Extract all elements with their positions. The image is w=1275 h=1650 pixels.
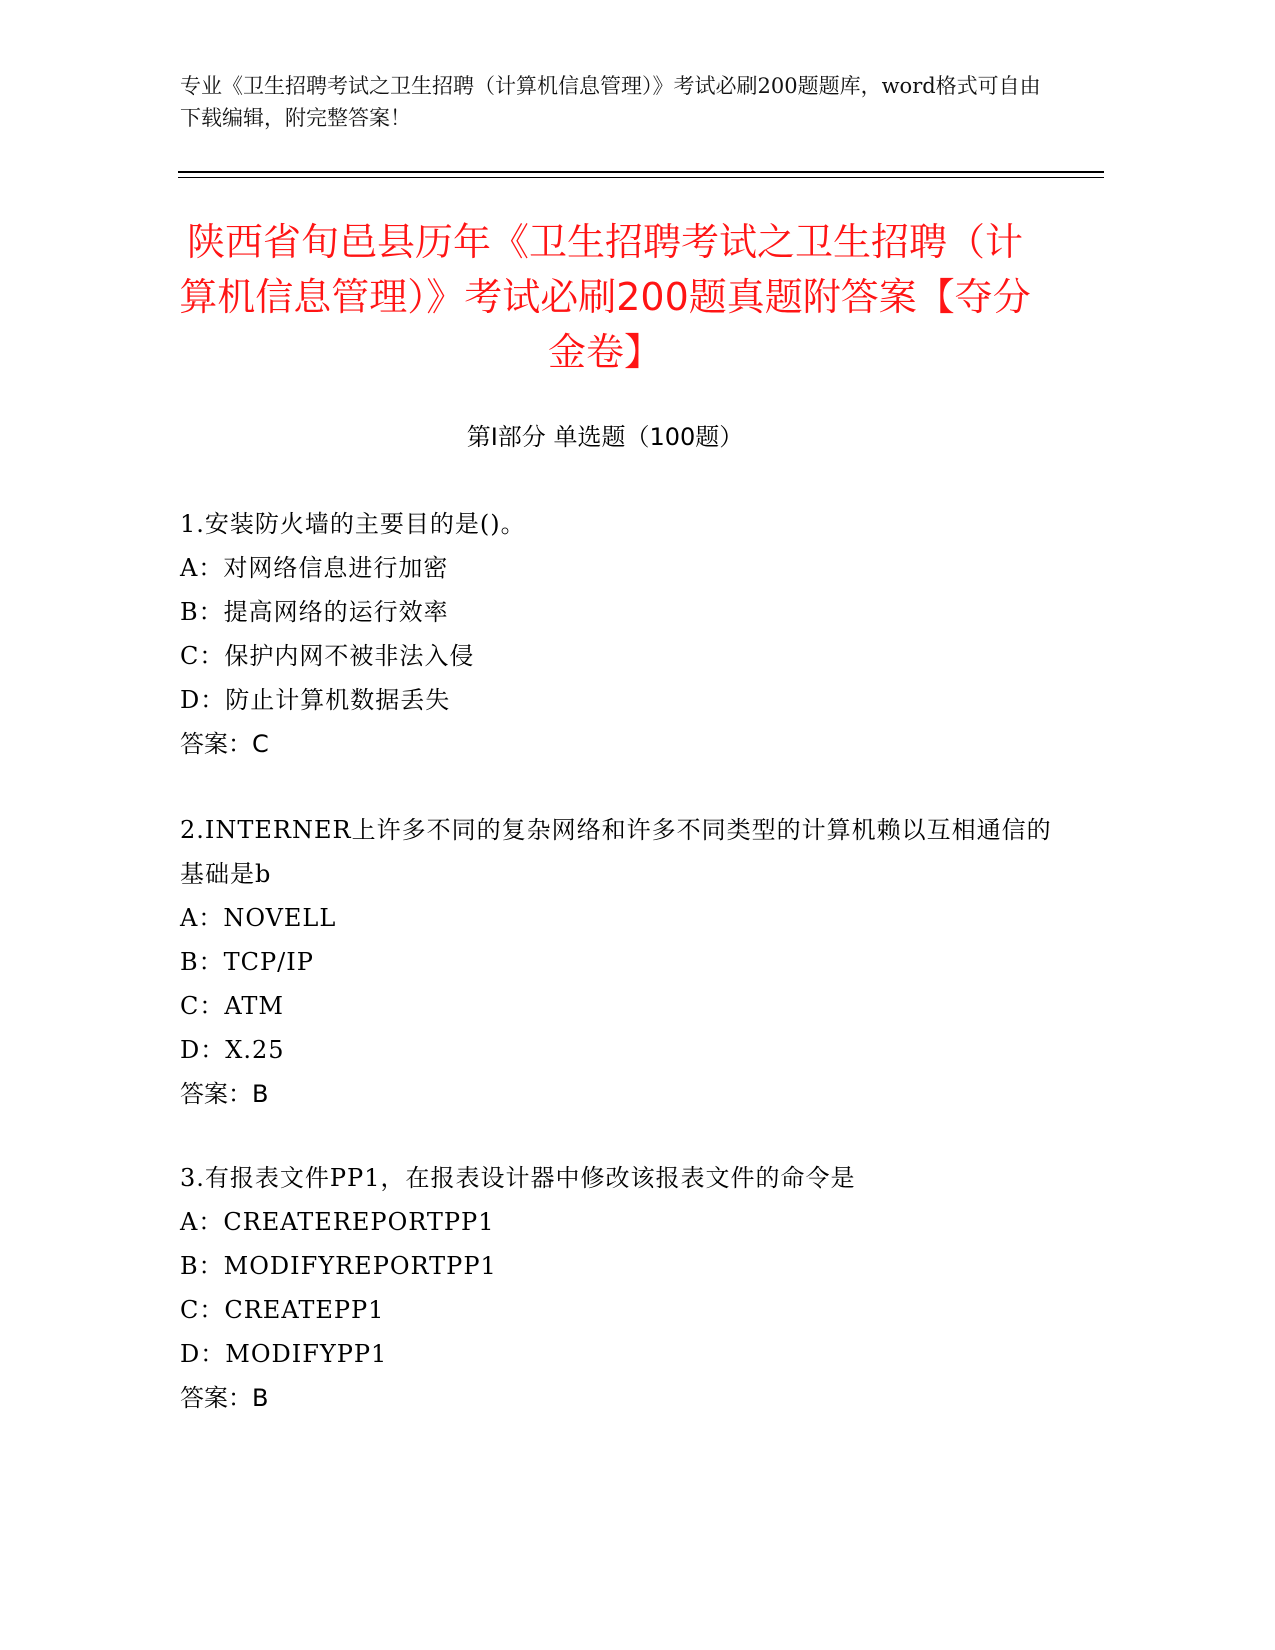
option-c: C：保护内网不被非法入侵 — [180, 642, 475, 670]
option-d: D：X.25 — [180, 1036, 285, 1064]
option-d: D：MODIFYPP1 — [180, 1340, 388, 1368]
question-2 — [180, 808, 1060, 1116]
question-text: 1.安装防火墙的主要目的是()。 — [180, 510, 526, 538]
header-rule-thin — [178, 177, 1104, 178]
option-a: A：NOVELL — [180, 904, 337, 932]
option-a: A：CREATEREPORTPP1 — [180, 1208, 495, 1236]
header-note: 专业《卫生招聘考试之卫生招聘（计算机信息管理）》考试必刷200题题库，word格式可自由下载编辑，附完整答案！ — [180, 74, 1041, 130]
answer-line: 答案：C — [180, 730, 269, 758]
section-heading: 第Ⅰ部分 单选题（100题） — [466, 423, 744, 451]
question-1 — [180, 502, 1060, 766]
header-rule-thick — [178, 171, 1104, 173]
document-title: 陕西省旬邑县历年《卫生招聘考试之卫生招聘（计算机信息管理）》考试必刷200题真题附答案【夺分金卷】 — [179, 220, 1031, 374]
question-3 — [180, 1156, 1060, 1420]
option-c: C：ATM — [180, 992, 284, 1020]
option-a: A：对网络信息进行加密 — [180, 554, 449, 582]
option-d: D：防止计算机数据丢失 — [180, 686, 451, 714]
question-text: 2.INTERNER上许多不同的复杂网络和许多不同类型的计算机赖以互相通信的基础是b — [180, 816, 1052, 888]
option-b: B：MODIFYREPORTPP1 — [180, 1252, 497, 1280]
option-b: B：TCP/IP — [180, 948, 314, 976]
option-c: C：CREATEPP1 — [180, 1296, 385, 1324]
option-b: B：提高网络的运行效率 — [180, 598, 449, 626]
answer-line: 答案：B — [180, 1080, 269, 1108]
question-text: 3.有报表文件PP1，在报表设计器中修改该报表文件的命令是 — [180, 1164, 856, 1192]
answer-line: 答案：B — [180, 1384, 269, 1412]
